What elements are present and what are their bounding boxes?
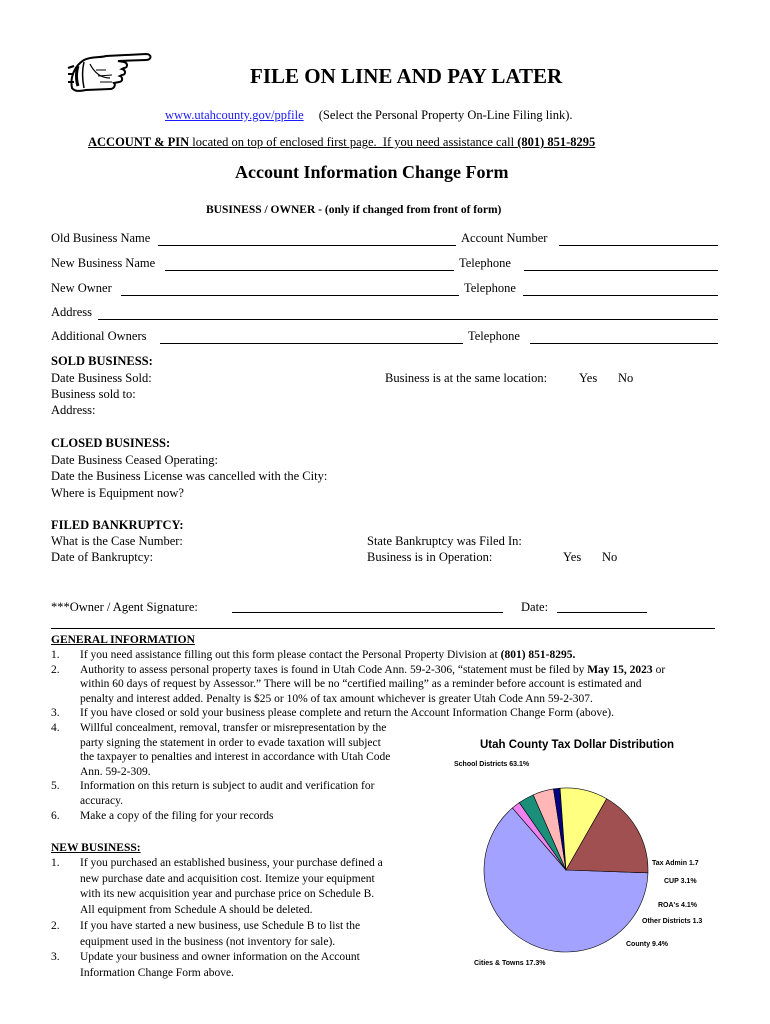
account-pin-label: ACCOUNT & PIN: [88, 135, 190, 149]
list-item-line: the taxpayer to penalties and interest in accordance with Utah Code: [80, 751, 391, 764]
list-number: 1.: [51, 857, 60, 869]
state-filed-label: State Bankruptcy was Filed In:: [367, 534, 522, 548]
new-owner-label: New Owner: [51, 281, 112, 295]
general-info-heading: GENERAL INFORMATION: [51, 634, 195, 646]
in-operation-label: Business is in Operation:: [367, 550, 493, 564]
list-item-line: party signing the statement in order to evade taxation will subject: [80, 736, 381, 749]
list-number: 6.: [51, 809, 60, 822]
list-item-line: with its new acquisition year and purchase price on Schedule B.: [80, 888, 375, 901]
chart-title: Utah County Tax Dollar Distribution: [480, 739, 675, 751]
new-owner-field[interactable]: [121, 295, 459, 296]
list-item-line: Information on this return is subject to audit and verification for: [80, 780, 375, 793]
in-operation-yes[interactable]: Yes: [563, 550, 582, 564]
case-number-label: What is the Case Number:: [51, 534, 183, 548]
list-item-line: Willful concealment, removal, transfer or misrepresentation by the: [80, 722, 387, 734]
list-item-line: equipment used in the business (not inventory for sale).: [80, 935, 336, 948]
account-pin-text: located on top of enclosed first page. If you need assistance call: [189, 135, 518, 149]
list-item-line: All equipment from Schedule A should be deleted.: [80, 904, 313, 917]
tax-distribution-chart: [440, 730, 740, 980]
list-item-line: Authority to assess personal property taxes is found in Utah Code Ann. 59-2-306, “statement must be filed by May 15, 2023 or: [80, 663, 666, 676]
old-business-name-field[interactable]: [158, 245, 456, 246]
same-location-no[interactable]: No: [618, 371, 634, 385]
license-cancelled-label: Date the Business License was cancelled with the City:: [51, 469, 328, 483]
equipment-location-label: Where is Equipment now?: [51, 486, 184, 500]
sold-business-heading: SOLD BUSINESS:: [51, 354, 153, 368]
old-business-name-label: Old Business Name: [51, 231, 151, 245]
signature-date-field[interactable]: [557, 612, 647, 613]
list-number: 3.: [51, 951, 60, 964]
telephone-3-field[interactable]: [530, 343, 718, 344]
sold-address-label: Address:: [51, 403, 96, 417]
signature-label: ***Owner / Agent Signature:: [51, 600, 198, 614]
pointing-hand-icon: [66, 48, 156, 96]
list-number: 1.: [51, 649, 60, 661]
list-item-line: If you have started a new business, use Schedule B to list the: [80, 919, 361, 932]
pie-slice-label: ROA's 4.1%: [658, 902, 698, 909]
list-item-line: penalty and interest added. Penalty is $25 or 10% of tax amount whichever is greater Utah Code Ann 59-2-307.: [80, 692, 593, 705]
list-number: 3.: [51, 707, 60, 720]
list-item-line: Make a copy of the filing for your records: [80, 809, 274, 822]
pie-slice-label: School Districts 63.1%: [454, 761, 530, 768]
list-number: 4.: [51, 722, 60, 734]
closed-business-heading: CLOSED BUSINESS:: [51, 436, 171, 450]
sold-to-label: Business sold to:: [51, 387, 136, 401]
account-pin-line: [88, 135, 595, 150]
form-title: Account Information Change Form: [235, 162, 509, 182]
telephone-1-field[interactable]: [524, 270, 718, 271]
assistance-phone: (801) 851-8295: [517, 135, 596, 149]
telephone-2-label: Telephone: [464, 281, 516, 295]
new-business-name-label: New Business Name: [51, 256, 156, 270]
additional-owners-label: Additional Owners: [51, 329, 147, 343]
telephone-2-field[interactable]: [523, 295, 718, 296]
list-number: 2.: [51, 919, 60, 932]
list-number: 2.: [51, 663, 60, 676]
list-number: 5.: [51, 780, 60, 793]
telephone-3-label: Telephone: [468, 329, 520, 343]
page-title: FILE ON LINE AND PAY LATER: [250, 64, 563, 88]
account-number-label: Account Number: [461, 231, 548, 245]
signature-field[interactable]: [232, 612, 503, 613]
in-operation-no[interactable]: No: [602, 550, 618, 564]
list-item-line: accuracy.: [80, 795, 123, 807]
pie-slice-label: CUP 3.1%: [664, 878, 697, 885]
list-item-line: Ann. 59-2-309.: [80, 765, 151, 778]
url-note: (Select the Personal Property On-Line Filing link).: [318, 108, 573, 122]
pie-slice-label: Other Districts 1.3: [642, 918, 703, 925]
ceased-label: Date Business Ceased Operating:: [51, 453, 218, 467]
new-business-heading: NEW BUSINESS:: [51, 842, 141, 854]
address-label: Address: [51, 305, 92, 319]
list-item-line: If you purchased an established business, your purchase defined a: [80, 857, 383, 869]
list-item-line: If you have closed or sold your business please complete and return the Account Information Change Form (above).: [80, 707, 614, 720]
telephone-1-label: Telephone: [459, 256, 511, 270]
url-line: [165, 108, 573, 123]
same-location-yes[interactable]: Yes: [579, 371, 598, 385]
ppfile-link[interactable]: www.utahcounty.gov/ppfile: [165, 108, 304, 122]
list-item-line: Information Change Form above.: [80, 966, 234, 979]
divider: [51, 628, 715, 629]
bankruptcy-heading: FILED BANKRUPTCY:: [51, 518, 184, 532]
section-heading: BUSINESS / OWNER - (only if changed from front of form): [206, 204, 502, 216]
pie-slice-label: Cities & Towns 17.3%: [474, 960, 546, 967]
list-item-line: Update your business and owner information on the Account: [80, 951, 360, 964]
pie-slice-label: Tax Admin 1.7: [652, 860, 699, 867]
date-sold-label: Date Business Sold:: [51, 371, 152, 385]
new-business-name-field[interactable]: [165, 270, 454, 271]
additional-owners-field[interactable]: [160, 343, 463, 344]
same-location-label: Business is at the same location:: [385, 371, 548, 385]
list-item-line: If you need assistance filling out this form please contact the Personal Property Division at (801) 851-8295.: [80, 649, 576, 661]
list-item-line: new purchase date and acquisition cost. Itemize your equipment: [80, 872, 375, 885]
list-item-line: within 60 days of request by Assessor.” There will be no “certified mailing” as a reminder before account is estimated and: [80, 678, 642, 691]
bankruptcy-date-label: Date of Bankruptcy:: [51, 550, 154, 564]
pie-slice-label: County 9.4%: [626, 941, 669, 948]
address-field[interactable]: [98, 319, 718, 320]
account-number-field[interactable]: [559, 245, 718, 246]
signature-date-label: Date:: [521, 600, 549, 614]
